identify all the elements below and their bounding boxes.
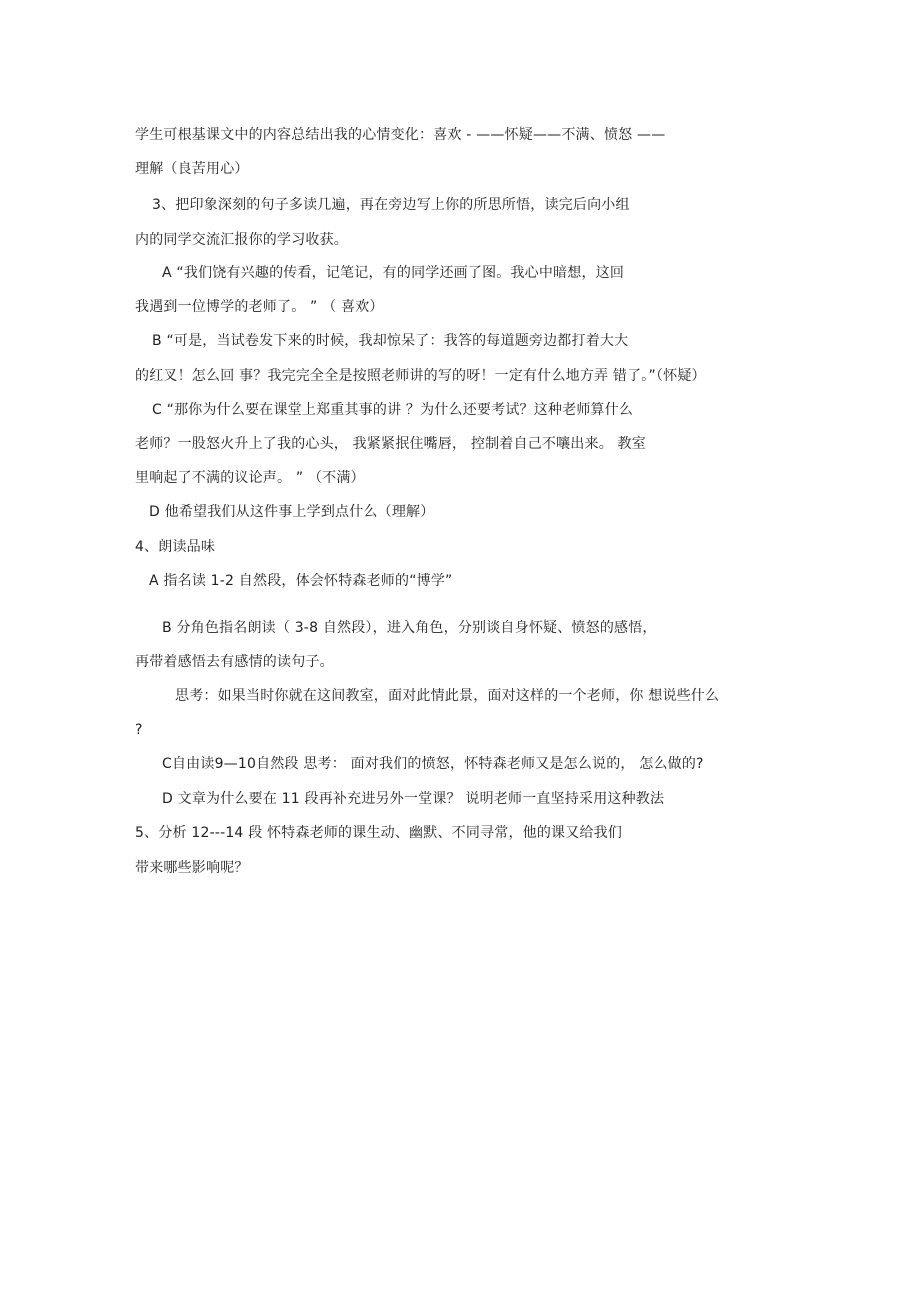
text-line: 带来哪些影响呢？ bbox=[135, 860, 249, 876]
text-line: 我遇到一位博学的老师了。 ” （ 喜欢） bbox=[135, 299, 384, 315]
text-line: D 文章为什么要在 11 段再补充进另外一堂课？ 说明老师一直坚持采用这种教法 bbox=[162, 791, 665, 807]
text-line: 再带着感悟去有感情的读句子。 bbox=[135, 654, 334, 670]
text-line: C自由读9—10自然段 思考： 面对我们的愤怒，怀特森老师又是怎么说的， 怎么做的? bbox=[162, 756, 704, 772]
text-line: 老师？一股怒火升上了我的心头， 我紧紧抿住嘴唇， 控制着自己不嚷出来。 教室 bbox=[135, 436, 646, 452]
text-line: ? bbox=[135, 722, 143, 738]
section-heading: 4、朗读品味 bbox=[135, 539, 216, 555]
text-line: B 分角色指名朗读（ 3-8 自然段），进入角色，分别谈自身怀疑、愤怒的感悟， bbox=[162, 620, 657, 636]
text-line: C “那你为什么要在课堂上郑重其事的讲 ？为什么还要考试？这种老师算什么 bbox=[152, 402, 634, 418]
text-line: 的红叉！怎么回 事？我完完全全是按照老师讲的写的呀！一定有什么地方弄 错了。”（怀疑） bbox=[135, 368, 706, 384]
text-line: 3、把印象深刻的句子多读几遍，再在旁边写上你的所思所悟，读完后向小组 bbox=[152, 197, 630, 213]
text-line: A 指名读 1-2 自然段，体会怀特森老师的“博学” bbox=[149, 573, 453, 589]
text-line: D 他希望我们从这件事上学到点什么（理解） bbox=[149, 504, 435, 520]
section-heading: 5、分析 12---14 段 怀特森老师的课生动、幽默、不同寻常，他的课又给我们 bbox=[135, 825, 623, 841]
text-line: 学生可根基课文中的内容总结出我的心情变化：喜欢 - ——怀疑——不满、愤怒 —— bbox=[135, 127, 666, 143]
text-line: B “可是，当试卷发下来的时候，我却惊呆了：我答的每道题旁边都打着大大 bbox=[152, 333, 629, 349]
text-line: 思考：如果当时你就在这间教室，面对此情此景，面对这样的一个老师，你 想说些什么 bbox=[175, 688, 720, 704]
text-line: A “我们饶有兴趣的传看，记笔记，有的同学还画了图。我心中暗想，这回 bbox=[162, 265, 625, 281]
text-line: 里响起了不满的议论声。 ” （不满） bbox=[135, 470, 365, 486]
text-line: 理解（良苦用心） bbox=[135, 161, 249, 177]
text-line: 内的同学交流汇报你的学习收获。 bbox=[135, 232, 348, 248]
